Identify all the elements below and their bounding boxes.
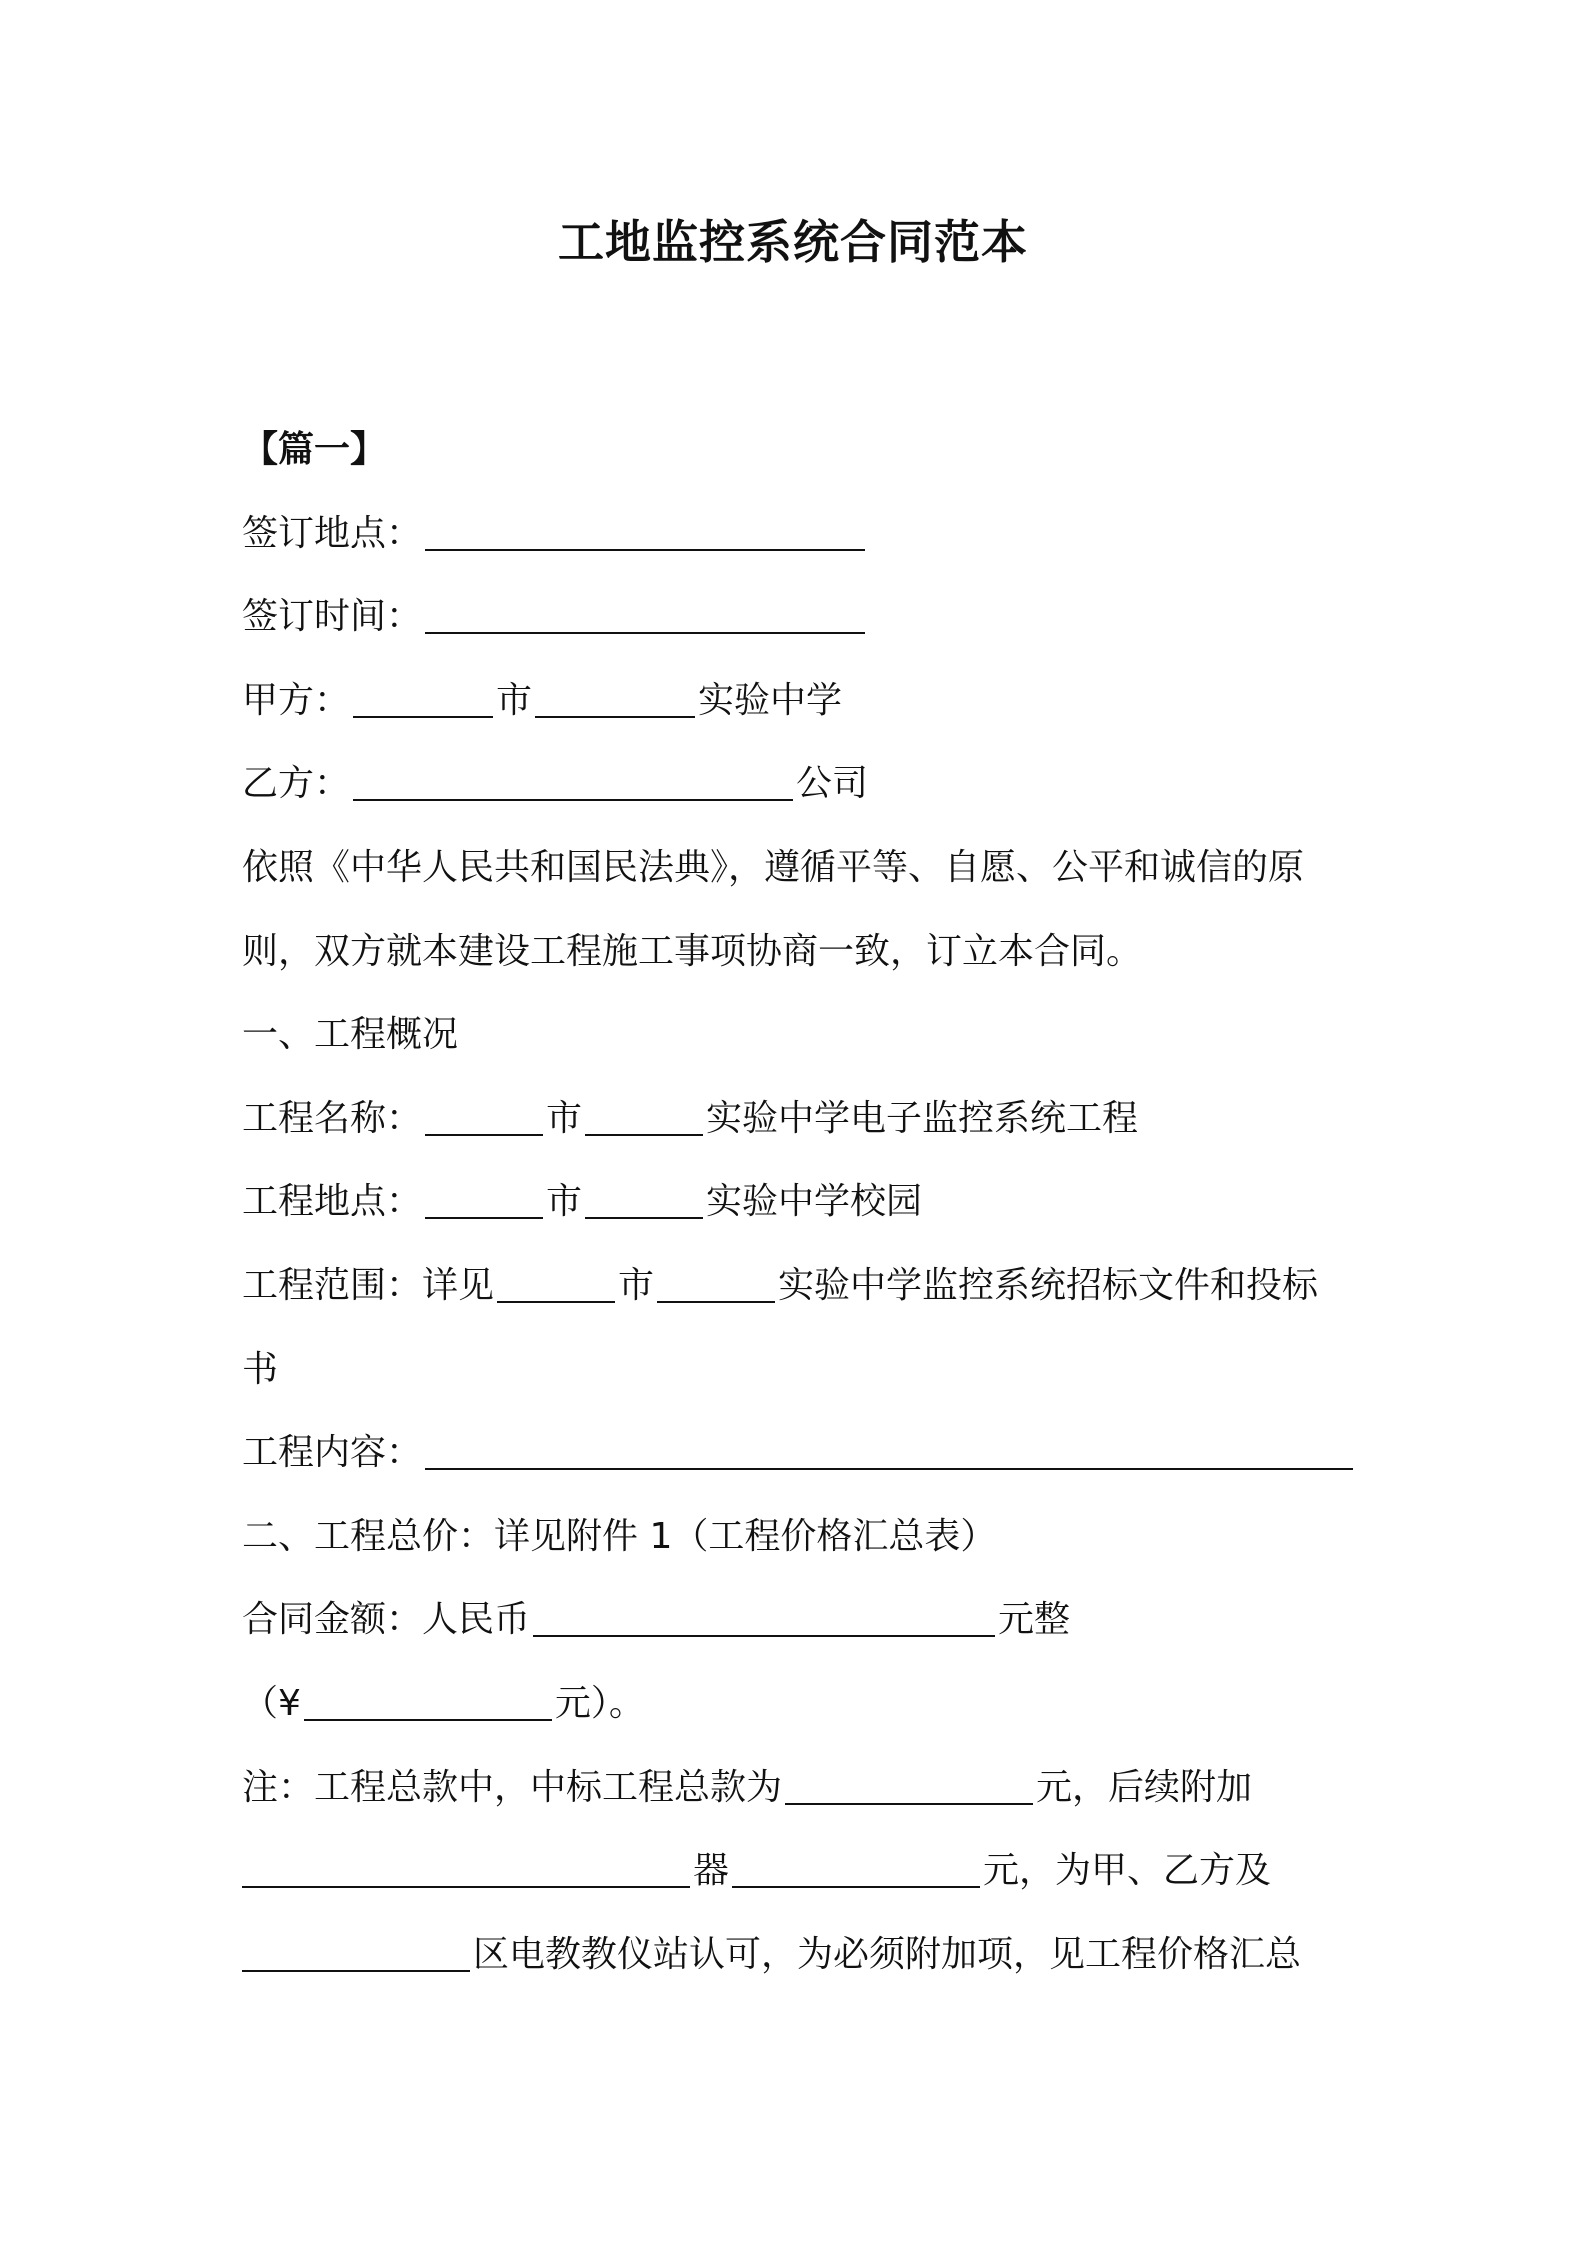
project-scope-line (242, 1244, 1362, 1328)
project-name-label: 工程名称： (242, 1097, 423, 1139)
party-a-label: 甲方： (242, 679, 351, 721)
amount-figures-suffix: 元）。 (554, 1682, 645, 1724)
contract-amount-suffix: 元整 (998, 1599, 1071, 1641)
note-line-2 (242, 1829, 1362, 1913)
party-a-line (242, 659, 1362, 743)
note-line1-prefix: 注：工程总款中，中标工程总款为 (242, 1766, 783, 1808)
project-site-label: 工程地点： (242, 1181, 423, 1223)
note-equipment-blank[interactable] (242, 1886, 690, 1888)
contract-amount-blank[interactable] (533, 1635, 995, 1637)
sign-place-label: 签订地点： (242, 512, 423, 554)
note-bid-amount-blank[interactable] (785, 1803, 1033, 1805)
heading-2: 二、工程总价：详见附件 1（工程价格汇总表） (242, 1515, 997, 1557)
project-name-city-blank[interactable] (425, 1134, 543, 1136)
sign-time-blank[interactable] (425, 632, 865, 634)
note-line1-suffix: 元，后续附加 (1036, 1766, 1253, 1808)
intro-line-2: 则，双方就本建设工程施工事项协商一致，订立本合同。 (242, 930, 1143, 972)
party-a-city-blank[interactable] (353, 716, 493, 718)
document-body (242, 408, 1362, 1996)
party-b-blank[interactable] (353, 799, 793, 801)
note-line2-middle: 器 (693, 1850, 730, 1892)
contract-amount-line (242, 1578, 1362, 1662)
party-a-school-text: 实验中学 (698, 679, 843, 721)
amount-figures-prefix: （¥ (242, 1682, 301, 1724)
sign-place-line (242, 492, 1362, 576)
project-scope-continuation: 书 (242, 1348, 279, 1390)
note-line-1 (242, 1746, 1362, 1830)
project-content-line (242, 1411, 1362, 1495)
note-district-blank[interactable] (242, 1970, 470, 1972)
project-content-label: 工程内容： (242, 1432, 423, 1474)
project-site-district-blank[interactable] (585, 1217, 703, 1219)
party-a-city-text: 市 (496, 679, 533, 721)
note-line-3 (242, 1913, 1362, 1997)
sign-time-line (242, 575, 1362, 659)
project-scope-district-blank[interactable] (657, 1301, 775, 1303)
project-name-district-blank[interactable] (585, 1134, 703, 1136)
party-a-school-blank[interactable] (535, 716, 695, 718)
project-site-city: 市 (546, 1181, 583, 1223)
contract-amount-label: 合同金额：人民币 (242, 1599, 531, 1641)
section-label: 【篇一】 (242, 429, 387, 470)
project-name-suffix: 实验中学电子监控系统工程 (706, 1097, 1139, 1139)
party-b-label: 乙方： (242, 763, 351, 805)
document-title: 工地监控系统合同范本 (558, 215, 1028, 269)
project-name-city: 市 (546, 1097, 583, 1139)
amount-figures-line (242, 1662, 1362, 1746)
project-scope-city-blank[interactable] (497, 1301, 615, 1303)
project-scope-city: 市 (618, 1264, 655, 1306)
party-b-suffix: 公司 (796, 763, 869, 805)
heading-1: 一、工程概况 (242, 1014, 459, 1056)
project-scope-label: 工程范围：详见 (242, 1264, 495, 1306)
project-site-line (242, 1160, 1362, 1244)
project-name-line (242, 1077, 1362, 1161)
note-line3-suffix: 区电教教仪站认可，为必须附加项，见工程价格汇总 (473, 1933, 1302, 1975)
project-content-blank[interactable] (425, 1468, 1353, 1470)
party-b-line (242, 742, 1362, 826)
amount-figures-blank[interactable] (304, 1719, 552, 1721)
note-equipment-amount-blank[interactable] (732, 1886, 980, 1888)
intro-line-1: 依照《中华人民共和国民法典》，遵循平等、自愿、公平和诚信的原 (242, 846, 1305, 888)
project-scope-suffix: 实验中学监控系统招标文件和投标 (778, 1264, 1319, 1306)
project-site-suffix: 实验中学校园 (706, 1181, 923, 1223)
sign-time-label: 签订时间： (242, 596, 423, 638)
project-site-city-blank[interactable] (425, 1217, 543, 1219)
sign-place-blank[interactable] (425, 549, 865, 551)
note-line2-suffix: 元，为甲、乙方及 (983, 1850, 1272, 1892)
